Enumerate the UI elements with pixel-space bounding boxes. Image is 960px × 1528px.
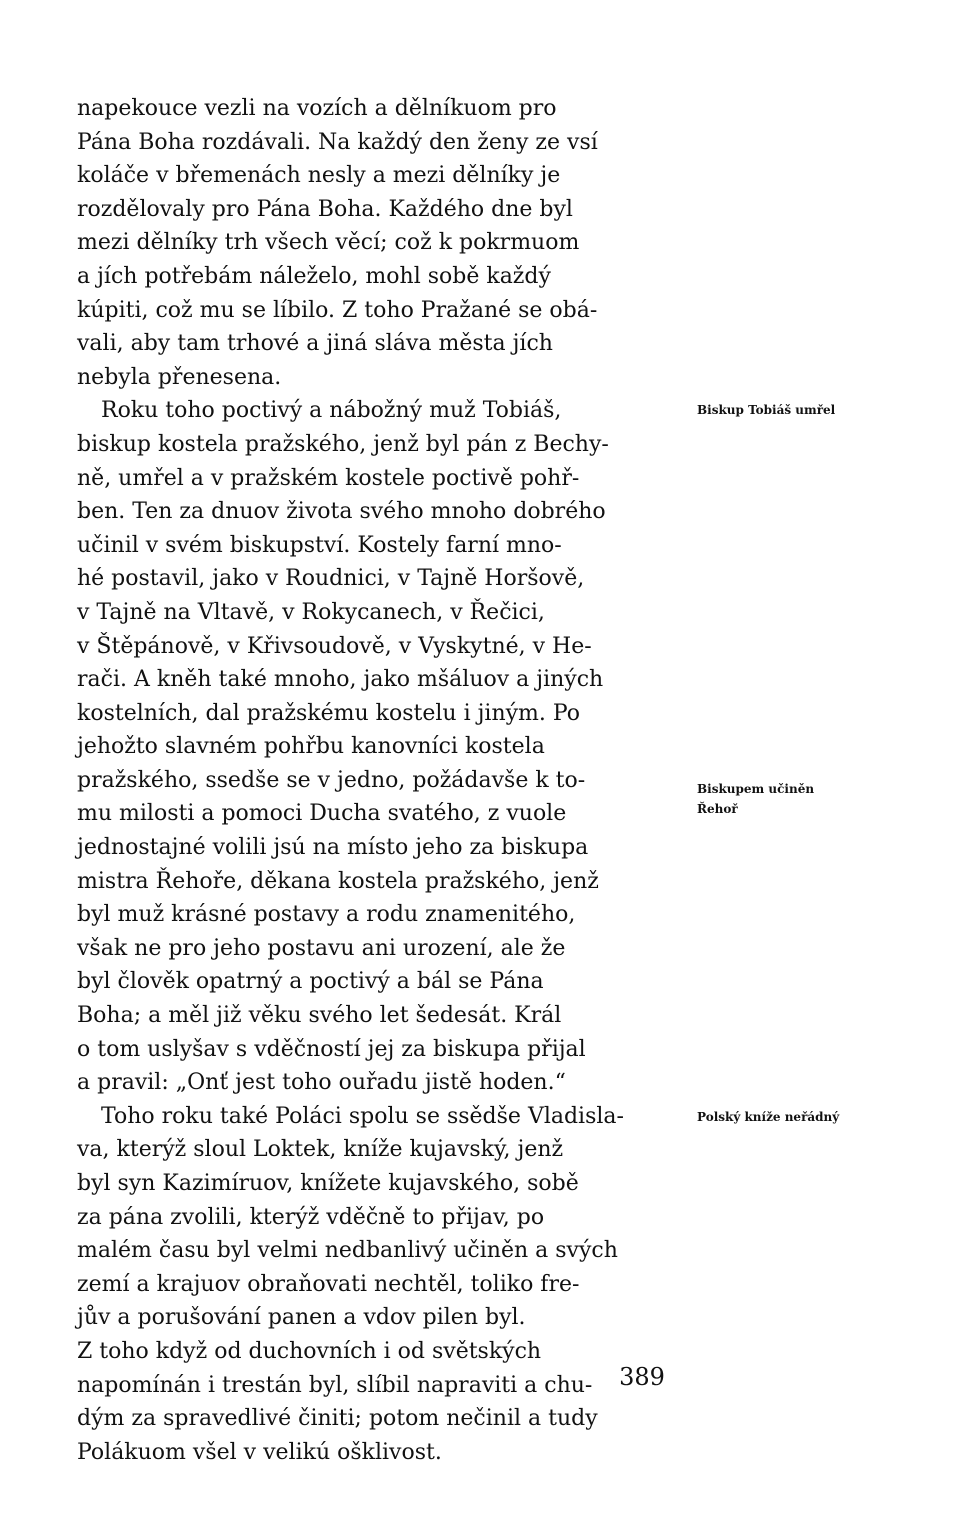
text-line: vali, aby tam trhové a jiná sláva města jích bbox=[77, 331, 553, 357]
text-line: byl člověk opatrný a poctivý a bál se Pána bbox=[77, 969, 544, 995]
text-line: napomínán i trestán byl, slíbil napraviti a chu- bbox=[77, 1372, 593, 1398]
text-line: rači. A kněh také mnoho, jako mšáluov a jiných bbox=[77, 667, 604, 693]
text-line: Polákuom všel v velikú ošklivost. bbox=[77, 1439, 442, 1465]
margin-note-rehor-2: Řehoř bbox=[697, 802, 738, 816]
text-line: kostelních, dal pražskému kostelu i jiným. Po bbox=[77, 700, 581, 726]
margin-note-tobias: Biskup Tobiáš umřel bbox=[697, 403, 836, 417]
margin-note-polish-duke: Polský kníže neřádný bbox=[697, 1110, 840, 1124]
text-line: nebyla přenesena. bbox=[77, 364, 282, 390]
text-line: jednostajné volili jsú na místo jeho za biskupa bbox=[77, 835, 589, 861]
page-number: 389 bbox=[619, 1363, 665, 1391]
text-line: však ne pro jeho postavu ani urození, ale že bbox=[77, 935, 566, 961]
text-line: mu milosti a pomoci Ducha svatého, z vuole bbox=[77, 801, 567, 827]
text-line: a jích potřebám náleželo, mohl sobě každý bbox=[77, 263, 551, 289]
text-line: dým za spravedlivé činiti; potom nečinil a tudy bbox=[77, 1406, 598, 1432]
text-line: učinil v svém biskupství. Kostely farní mno- bbox=[77, 532, 562, 558]
text-line: biskup kostela pražského, jenž byl pán z Bechy- bbox=[77, 431, 609, 457]
text-line: rozdělovaly pro Pána Boha. Každého dne byl bbox=[77, 196, 573, 222]
text-line: napekouce vezli na vozích a dělníkuom pro bbox=[77, 96, 557, 121]
text-line: hé postavil, jako v Roudnici, v Tajně Horšově, bbox=[77, 566, 585, 592]
text-line: malém času byl velmi nedbanlivý učiněn a svých bbox=[77, 1238, 618, 1264]
text-line: byl syn Kazimíruov, knížete kujavského, sobě bbox=[77, 1171, 579, 1196]
text-line: a pravil: „Onť jest toho ouřadu jistě hoden.“ bbox=[77, 1070, 566, 1096]
text-line: mezi dělníky trh všech věcí; což k pokrmuom bbox=[77, 230, 580, 256]
text-line: v Tajně na Vltavě, v Rokycanech, v Řečici, bbox=[77, 599, 545, 625]
text-line: ben. Ten za dnuov života svého mnoho dobrého bbox=[77, 499, 606, 525]
text-line: Z toho když od duchovních i od světských bbox=[77, 1338, 542, 1364]
text-line: v Štěpánově, v Křivsoudově, v Vyskytné, v He- bbox=[77, 633, 592, 659]
text-line: Toho roku také Poláci spolu se ssědše Vladisla- bbox=[101, 1103, 624, 1129]
text-line: o tom uslyšav s vděčností jej za biskupa přijal bbox=[77, 1036, 586, 1062]
text-line: jehožto slavném pohřbu kanovníci kostela bbox=[77, 734, 545, 760]
text-line: jův a porušování panen a vdov pilen byl. bbox=[77, 1305, 526, 1331]
text-line: mistra Řehoře, děkana kostela pražského, jenž bbox=[77, 868, 599, 894]
text-line: koláče v břemenách nesly a mezi dělníky je bbox=[77, 163, 561, 189]
text-line: byl muž krásné postavy a rodu znamenitého, bbox=[77, 902, 576, 928]
margin-note-rehor-1: Biskupem učiněn bbox=[697, 782, 815, 796]
text-line: ně, umřel a v pražském kostele poctivě pohř- bbox=[77, 465, 580, 491]
text-line: pražského, ssedše se v jedno, požádavše k to- bbox=[77, 767, 586, 793]
text-line: Boha; a měl již věku svého let šedesát. Král bbox=[77, 1003, 562, 1029]
text-line: va, kterýž sloul Loktek, kníže kujavský, jenž bbox=[77, 1137, 564, 1163]
text-line: Roku toho poctivý a nábožný muž Tobiáš, bbox=[101, 398, 562, 424]
text-line: Pána Boha rozdávali. Na každý den ženy ze vsí bbox=[77, 129, 598, 155]
text-line: kúpiti, což mu se líbilo. Z toho Pražané se obá- bbox=[77, 297, 598, 323]
main-text-column bbox=[77, 92, 666, 1469]
text-line: zemí a krajuov obraňovati nechtěl, toliko fre- bbox=[77, 1271, 580, 1297]
text-line: za pána zvolili, kterýž vděčně to přijav, po bbox=[77, 1204, 545, 1230]
